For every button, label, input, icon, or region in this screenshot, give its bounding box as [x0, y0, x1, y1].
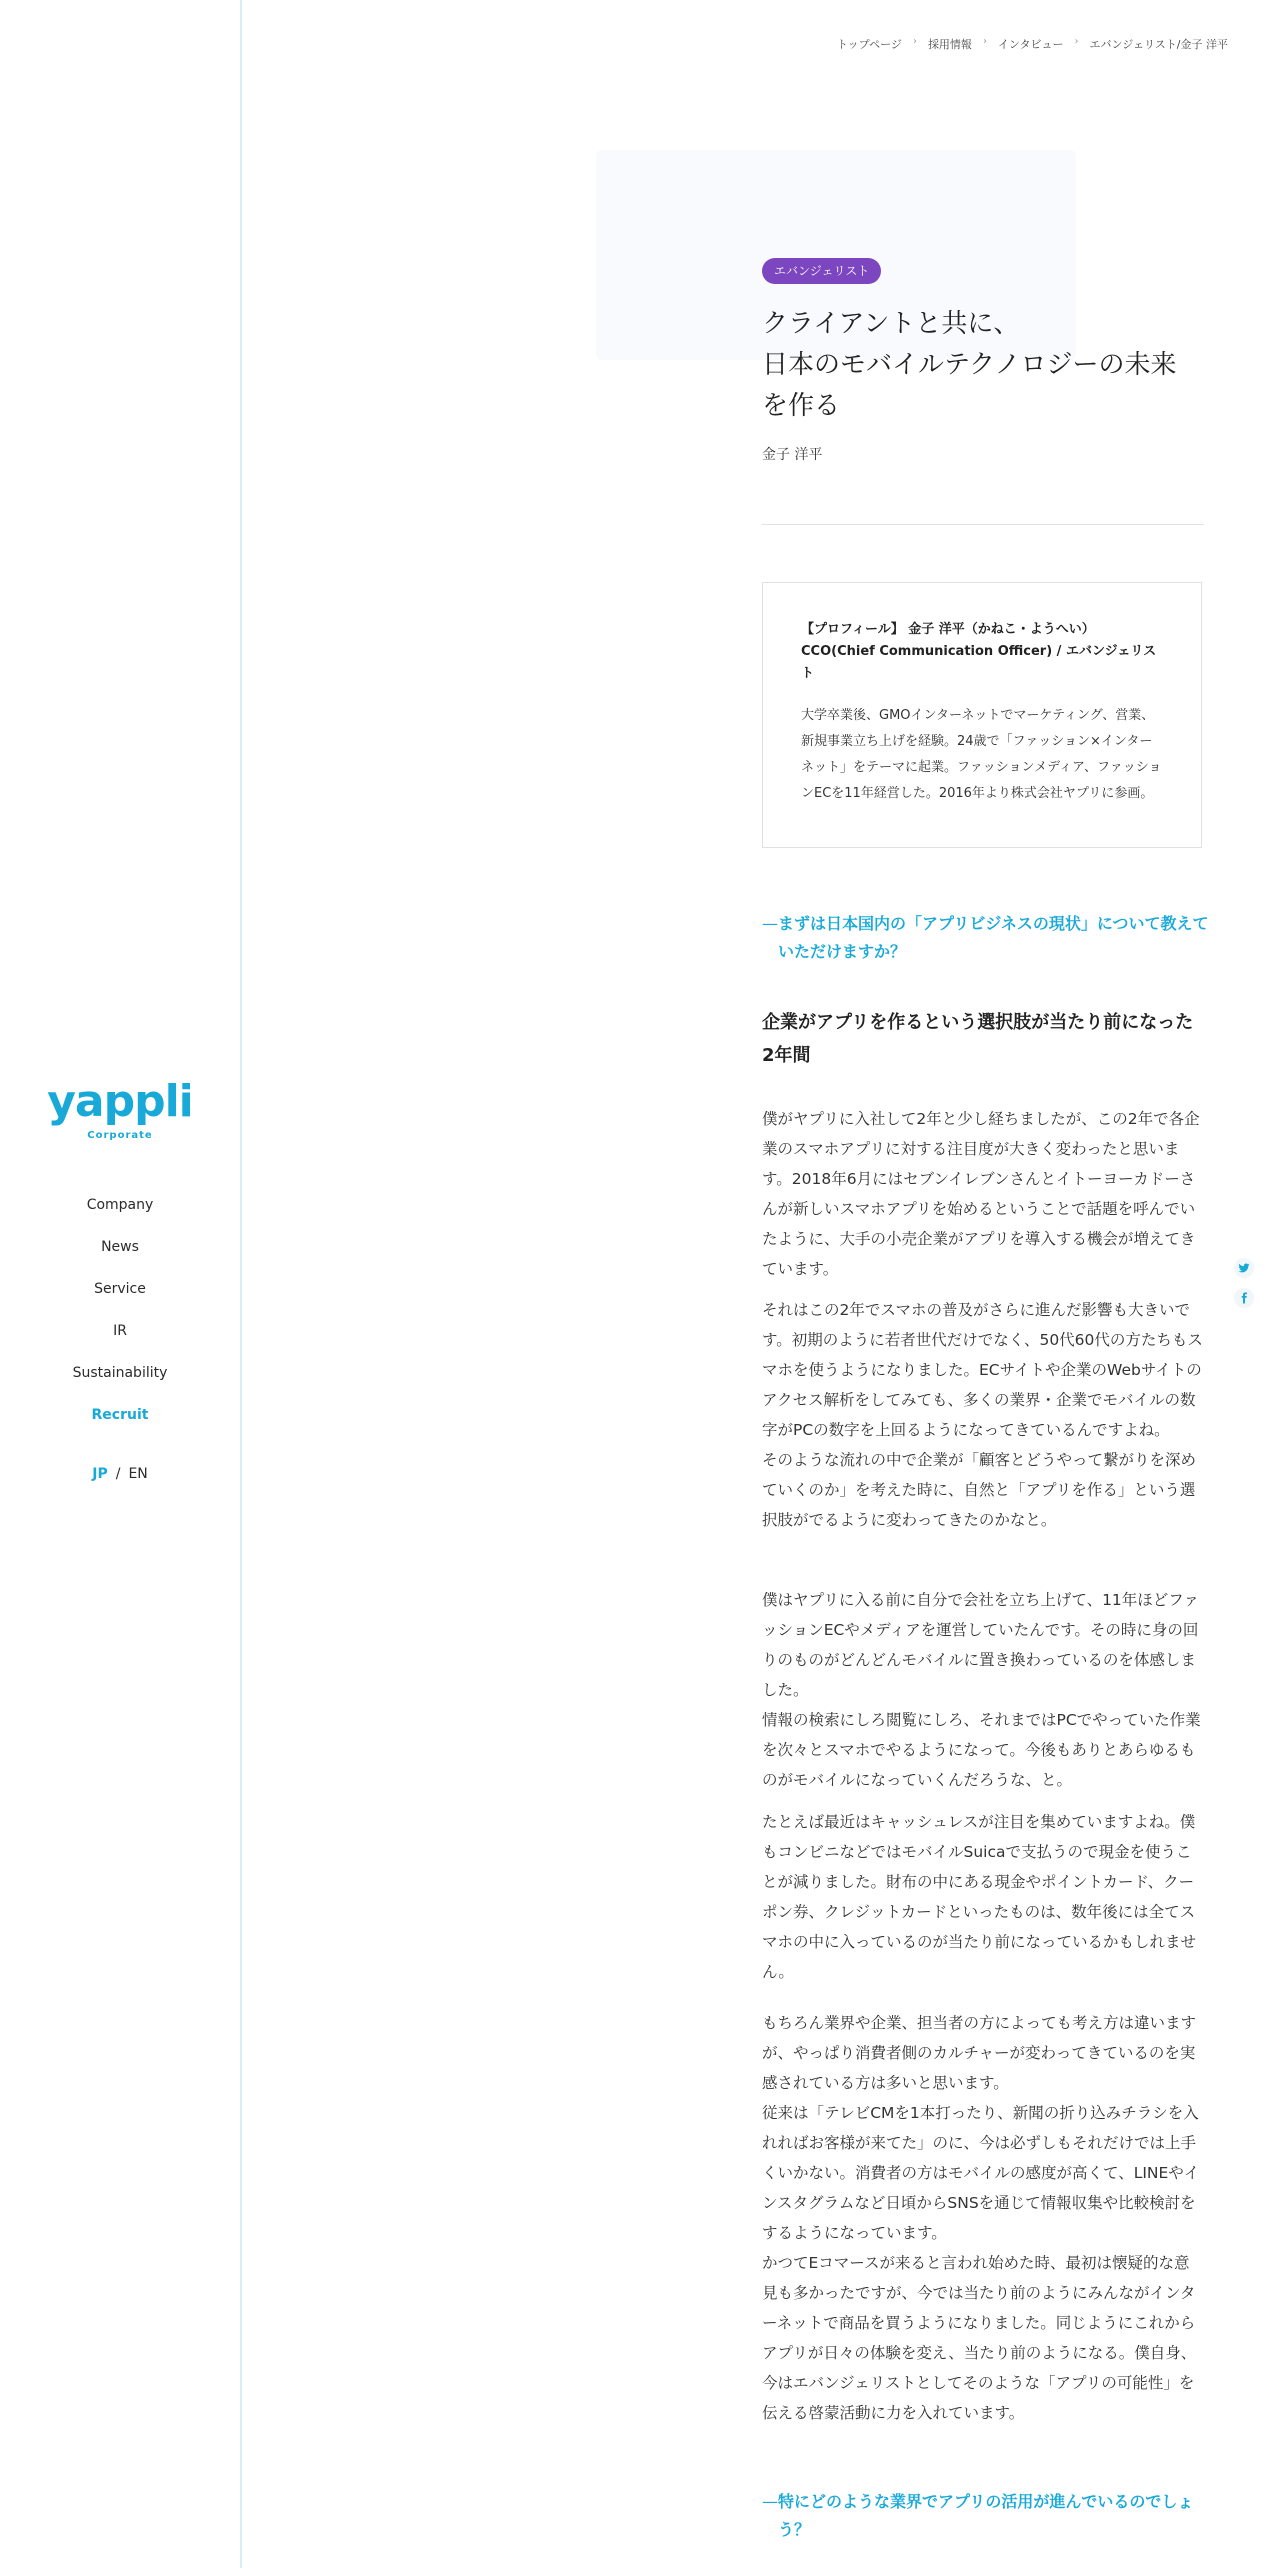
nav-recruit[interactable]: Recruit — [91, 1407, 149, 1423]
article-paragraph: 僕はヤプリに入る前に自分で会社を立ち上げて、11年ほどファッションECやメディアを運営していたんです。その時に身の回りのものがどんどんモバイルに置き換わっているのを体感しました。 情報の検索にしろ閲覧にしろ、それまではPCでやっていた作業を次々とスマホでやるようになって。今後もありとあらゆるものがモバイルになっていくんだろうな、と。 — [762, 1591, 1201, 1789]
lang-jp[interactable]: JP — [92, 1466, 108, 1482]
breadcrumb-top[interactable]: トップページ — [836, 38, 902, 51]
logo-wordmark[interactable]: yappli — [47, 1076, 193, 1127]
lang-separator: / — [115, 1466, 121, 1482]
title-line: を作る — [762, 391, 841, 421]
logo-subtitle: Corporate — [87, 1130, 153, 1141]
logo[interactable] — [0, 1076, 240, 1141]
breadcrumb — [837, 36, 1228, 52]
nav-company[interactable]: Company — [86, 1197, 154, 1213]
lang-en[interactable]: EN — [128, 1466, 148, 1482]
sidebar — [0, 0, 242, 2568]
nav-service[interactable]: Service — [94, 1281, 146, 1297]
article-paragraph: 僕がヤプリに入社して2年と少し経ちましたが、この2年で各企業のスマホアプリに対する注目度が大きく変わったと思います。2018年6月にはセブンイレブンさんとイトーヨーカドーさんが新しいスマホアプリを始めるということで話題を呼んでいたように、大手の小売企業がアプリを導入する機会が増えてきています。 — [762, 1110, 1200, 1278]
twitter-icon[interactable] — [1234, 1258, 1254, 1278]
interview-question: — 特にどのような業界でアプリの活用が進んでいるのでしょう？ — [762, 2488, 1220, 2544]
section-heading: 企業がアプリを作るという選択肢が当たり前になった2年間 — [762, 1012, 1194, 1066]
facebook-icon[interactable] — [1234, 1288, 1254, 1308]
nav-ir[interactable]: IR — [113, 1323, 127, 1339]
title-line: 日本のモバイルテクノロジーの未来 — [762, 350, 1177, 380]
title-line: クライアントと共に、 — [762, 309, 1020, 339]
article-title — [762, 304, 1204, 427]
divider — [762, 524, 1204, 525]
profile-heading: 【プロフィール】 金子 洋平（かねこ・ようへい） — [801, 622, 1095, 637]
breadcrumb-recruit[interactable]: 採用情報 — [927, 38, 972, 51]
author-name: 金子 洋平 — [762, 447, 823, 463]
article-paragraph: もちろん業界や企業、担当者の方によっても考え方は違いますが、やっぱり消費者側のカルチャーが変わってきているのを実感されている方は多いと思います。 従来は「テレビCMを1本打ったり、新聞の折り込みチラシを入れればお客様が来てた」のに、今は必ずしもそれだけでは上手くいかない。消費者の方はモバイルの感度が高くて、LINEやインスタグラムなど日頃からSNSを通じて情報収集や比較検討をするようになっています。 かつてEコマースが来ると言われ始めた時、最初は懐疑的な意見も多かったですが、今では当たり前のようにみんながインターネットで商品を買うようになりました。同じようにこれからアプリが日々の体験を変え、当たり前のようになる。僕自身、今はエバンジェリストとしてそのような「アプリの可能性」を伝える啓蒙活動に力を入れています。 — [762, 2014, 1200, 2422]
article-paragraph: それはこの2年でスマホの普及がさらに進んだ影響も大きいです。初期のように若者世代だけでなく、50代60代の方たちもスマホを使うようになりました。ECサイトや企業のWebサイトのアクセス解析をしてみても、多くの業界・企業でモバイルの数字がPCの数字を上回るようになってきているんですよね。 そのような流れの中で企業が「顧客とどうやって繋がりを深めていくのか」を考えた時に、自然と「アプリを作る」という選択肢がでるように変わってきたのかなと。 — [762, 1301, 1203, 1529]
profile-box — [762, 582, 1202, 848]
main-nav — [0, 1192, 240, 1444]
chevron-right-icon: › — [912, 36, 917, 47]
breadcrumb-interview[interactable]: インタビュー — [997, 38, 1064, 51]
profile-role: CCO(Chief Communication Officer) / エバンジェリスト — [801, 644, 1157, 681]
breadcrumb-current: エバンジェリスト/金子 洋平 — [1089, 38, 1228, 51]
language-switcher — [0, 1466, 240, 1482]
profile-body: 大学卒業後、GMOインターネットでマーケティング、営業、新規事業立ち上げを経験。24歳で「ファッション×インターネット」をテーマに起業。ファッションメディア、ファッションECを11年経営した。2016年より株式会社ヤプリに参画。 — [801, 708, 1162, 801]
category-tag: エバンジェリスト — [762, 258, 881, 284]
nav-sustainability[interactable]: Sustainability — [72, 1365, 168, 1381]
chevron-right-icon: › — [982, 36, 987, 47]
interview-question: — まずは日本国内の「アプリビジネスの現状」について教えていただけますか？ — [762, 910, 1220, 966]
chevron-right-icon: › — [1074, 36, 1079, 47]
article-paragraph: たとえば最近はキャッシュレスが注目を集めていますよね。僕もコンビニなどではモバイルSuicaで支払うので現金を使うことが減りました。財布の中にある現金やポイントカード、クーポン券、クレジットカードといったものは、数年後には全てスマホの中に入っているのが当たり前になっているかもしれません。 — [762, 1813, 1197, 1981]
nav-news[interactable]: News — [101, 1239, 139, 1255]
